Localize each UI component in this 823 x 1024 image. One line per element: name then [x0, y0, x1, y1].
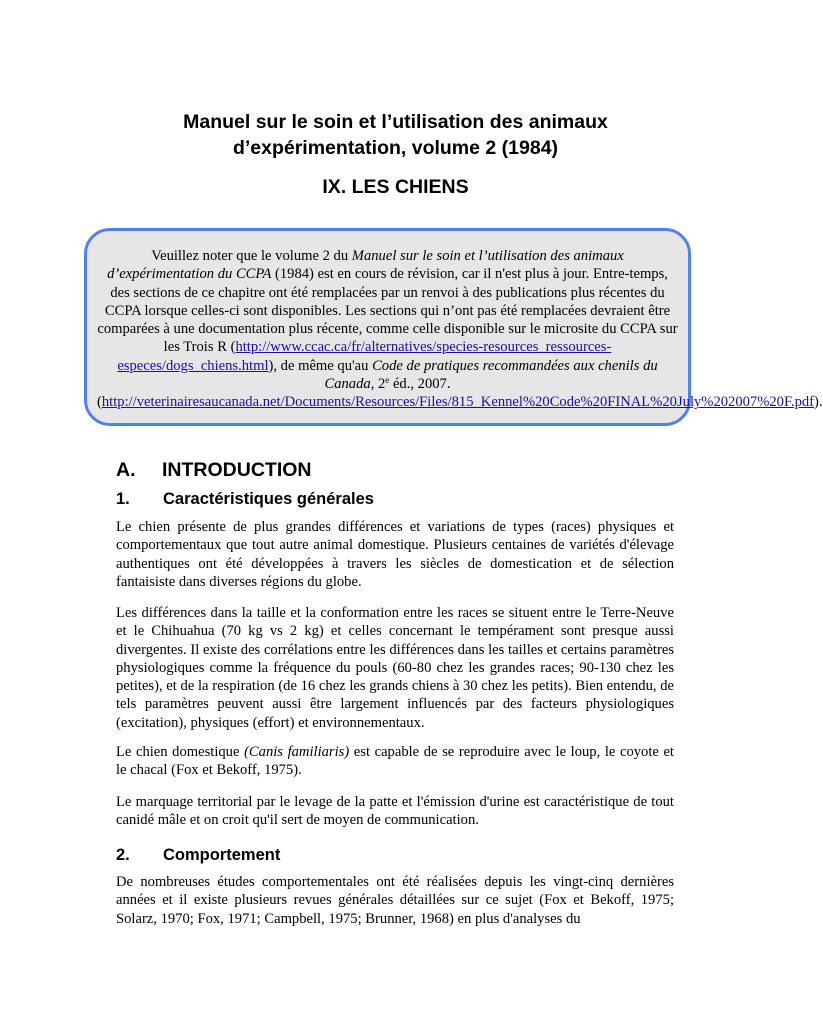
- notice-code-title: Code de pratiques recommandées aux chenils du Canada: [324, 357, 658, 393]
- species-name: (Canis familiaris): [244, 744, 350, 760]
- subsection-number: 2.: [116, 846, 130, 864]
- paragraph-2: Les différences dans la taille et la conformation entre les races se situent entre le Terre-Neuve et le Chihuahua (70 kg vs 2 kg) et celles concernant le tempérament sont presque aussi divergentes. Il existe des corrélations entre les différences dans les tailles et certains paramètres physiologiques comme la fréquence du pouls (60-80 chez les grandes races; 90-130 chez les petites), et de la respiration (de 16 chez les grands chiens à 30 chez les petits). Bien entendu, de tels paramètres peuvent aussi être largement influencés par des facteurs physiologiques (excitation), physiques (effort) et environnementaux.: [116, 605, 674, 731]
- title-line-2: d’expérimentation, volume 2 (1984): [232, 137, 559, 159]
- chapter-heading: IX. LES CHIENS: [322, 176, 469, 198]
- subsection-heading-caracteristiques: [116, 489, 374, 509]
- kennel-code-link[interactable]: http://veterinairesaucanada.net/Documents/Resources/Files/815_Kennel%20Code%20FINAL%20July%202007%20F.pdf: [101, 394, 815, 411]
- section-heading-introduction: [116, 458, 312, 482]
- ccac-microsite-link[interactable]: http://www.ccac.ca/fr/alternatives/species-resources_ressources-especes/dogs_chiens.html: [117, 339, 612, 374]
- document-title: [100, 109, 691, 161]
- title-line-1: Manuel sur le soin et l’utilisation des animaux: [183, 111, 608, 133]
- notice-text-1: Veuillez noter que le volume 2 du: [151, 248, 352, 264]
- paragraph-4: Le marquage territorial par le levage de la patte et l'émission d'urine est caractéristique de tout canidé mâle et on croit qu'il sert de moyen de communication.: [116, 794, 674, 829]
- notice-text-6: ).: [814, 394, 823, 411]
- paragraph-3-text-b: est capable de se reproduire avec le loup, le coyote et le chacal (Fox et Bekoff, 1975).: [116, 744, 674, 779]
- paragraph-5: De nombreuses études comportementales ont été réalisées depuis les vingt-cinq dernières années et il existe plusieurs revues générales détaillées sur ce sujet (Fox et Bekoff, 1975; Solarz, 1970; Fox, 1971; Campbell, 1975; Brunner, 1968) en plus d'analyses du: [116, 874, 674, 927]
- paragraph-1: Le chien présente de plus grandes différences et variations de types (races) physiques et comportementaux que tout autre animal domestique. Plusieurs centaines de variétés d'élevage authentiques ont été développées à travers les siècles de domestication et de sélection fantaisiste dans diverses régions du globe.: [116, 519, 674, 590]
- notice-text-4: , 2: [370, 376, 386, 393]
- notice-text-5: éd., 2007. (: [97, 376, 451, 411]
- subsection-title: Comportement: [163, 846, 281, 864]
- paragraph-3: [116, 743, 674, 780]
- subsection-heading-comportement: [116, 845, 280, 865]
- subsection-number: 1.: [116, 490, 130, 508]
- paragraph-3-text-a: Le chien domestique: [116, 744, 245, 760]
- notice-text-2: (1984) est en cours de révision, car il n'est plus à jour. Entre-temps, des sections de ce chapitre ont été remplacées par un renvoi à des publications plus récentes du CCPA lorsque celles-ci sont disponibles. Les sections qui n’ont pas été remplacées devraient être comparées à une documentation plus récente, comme celle disponible sur le microsite du CCPA sur les Trois R (: [97, 266, 678, 356]
- notice-manual-title: Manuel sur le soin et l’utilisation des animaux d’expérimentation du CCPA: [107, 248, 624, 283]
- edition-superscript: e: [385, 375, 390, 386]
- section-number: A.: [116, 459, 136, 481]
- revision-notice-box: [84, 228, 823, 426]
- notice-text-3: ), de même qu'au: [268, 357, 373, 374]
- subsection-title: Caractéristiques générales: [163, 490, 374, 508]
- section-title: INTRODUCTION: [162, 459, 312, 481]
